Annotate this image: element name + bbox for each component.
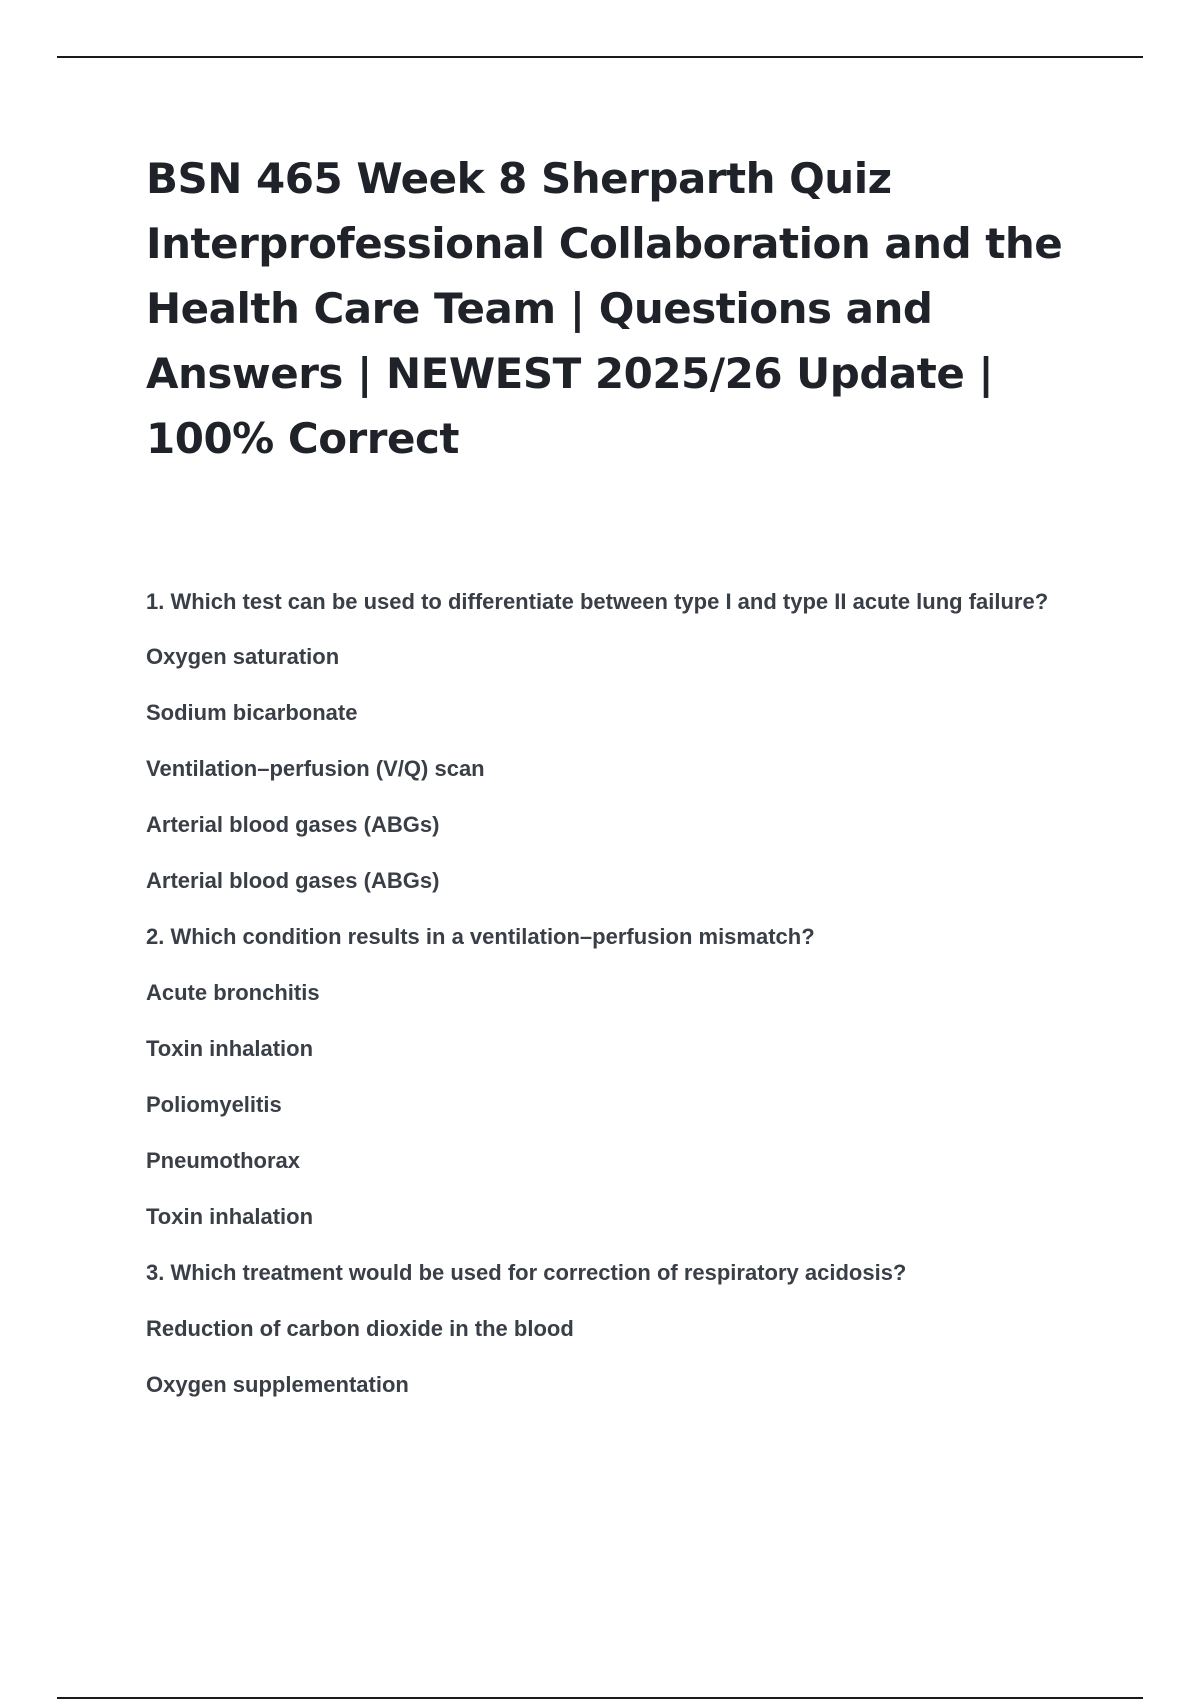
document-title: BSN 465 Week 8 Sherparth Quiz Interprofessional Collaboration and the Health Care Team | Questions and Answers | NEWEST 2025/26 Update | 100% Correct — [146, 154, 1063, 463]
header-rule — [57, 56, 1143, 58]
question-1-answer: Arterial blood gases (ABGs) — [146, 868, 440, 893]
question-1-option-3: Ventilation–perfusion (V/Q) scan — [146, 756, 485, 781]
question-2-text: 2. Which condition results in a ventilation–perfusion mismatch? — [146, 924, 815, 949]
quiz-content — [146, 575, 1086, 1413]
question-2-option-4: Pneumothorax — [146, 1148, 301, 1173]
question-3-option-1: Reduction of carbon dioxide in the blood — [146, 1316, 574, 1341]
question-3-text: 3. Which treatment would be used for correction of respiratory acidosis? — [146, 1260, 907, 1285]
question-2-answer: Toxin inhalation — [146, 1204, 314, 1229]
question-2-option-1: Acute bronchitis — [146, 980, 320, 1005]
question-3-option-2: Oxygen supplementation — [146, 1372, 409, 1397]
question-1-option-2: Sodium bicarbonate — [146, 700, 358, 725]
question-1-option-4: Arterial blood gases (ABGs) — [146, 812, 440, 837]
question-1-text: 1. Which test can be used to differentiate between type I and type II acute lung failure? — [146, 589, 1049, 614]
question-2-option-2: Toxin inhalation — [146, 1036, 314, 1061]
footer-rule — [57, 1697, 1143, 1699]
question-2-option-3: Poliomyelitis — [146, 1092, 282, 1117]
question-1-option-1: Oxygen saturation — [146, 644, 340, 669]
